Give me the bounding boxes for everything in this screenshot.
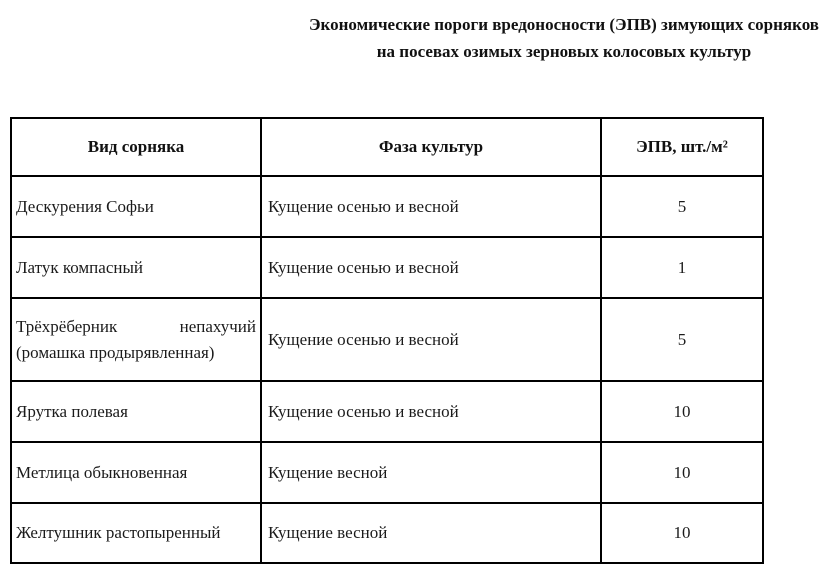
table-row bbox=[11, 176, 763, 237]
document-title bbox=[294, 11, 834, 65]
crop-phase-cell: Кущение осенью и весной bbox=[261, 176, 601, 237]
weed-name-cell: Желтушник растопыренный bbox=[11, 503, 261, 563]
weed-name-cell: Метлица обыкновенная bbox=[11, 442, 261, 503]
epv-value-cell: 10 bbox=[601, 442, 763, 503]
crop-phase-cell: Кущение весной bbox=[261, 442, 601, 503]
crop-phase-cell: Кущение осенью и весной bbox=[261, 298, 601, 381]
table-row bbox=[11, 237, 763, 298]
table-header-row bbox=[11, 118, 763, 176]
epv-value-cell: 5 bbox=[601, 298, 763, 381]
epv-value-cell: 1 bbox=[601, 237, 763, 298]
epv-thresholds-table bbox=[10, 117, 764, 564]
weed-name-cell: Ярутка полевая bbox=[11, 381, 261, 442]
column-header-epv: ЭПВ, шт./м² bbox=[601, 118, 763, 176]
epv-value-cell: 10 bbox=[601, 503, 763, 563]
crop-phase-cell: Кущение весной bbox=[261, 503, 601, 563]
crop-phase-cell: Кущение осенью и весной bbox=[261, 237, 601, 298]
column-header-weed-type: Вид сорняка bbox=[11, 118, 261, 176]
epv-value-cell: 10 bbox=[601, 381, 763, 442]
document-title-line-2: на посевах озимых зерновых колосовых культур bbox=[376, 42, 752, 61]
weed-name-line-1: Трёхрёберник непахучий bbox=[16, 316, 256, 336]
epv-value-cell: 5 bbox=[601, 176, 763, 237]
column-header-crop-phase: Фаза культур bbox=[261, 118, 601, 176]
weed-name-cell bbox=[11, 298, 261, 381]
weed-name-cell: Латук компасный bbox=[11, 237, 261, 298]
weed-name-line-2: (ромашка продырявленная) bbox=[16, 342, 215, 362]
table-row bbox=[11, 298, 763, 381]
document-title-line-1: Экономические пороги вредоносности (ЭПВ) зимующих сорняков bbox=[309, 15, 819, 34]
table-row bbox=[11, 503, 763, 563]
weed-name-cell: Дескурения Софьи bbox=[11, 176, 261, 237]
crop-phase-cell: Кущение осенью и весной bbox=[261, 381, 601, 442]
table-row bbox=[11, 381, 763, 442]
table-row bbox=[11, 442, 763, 503]
